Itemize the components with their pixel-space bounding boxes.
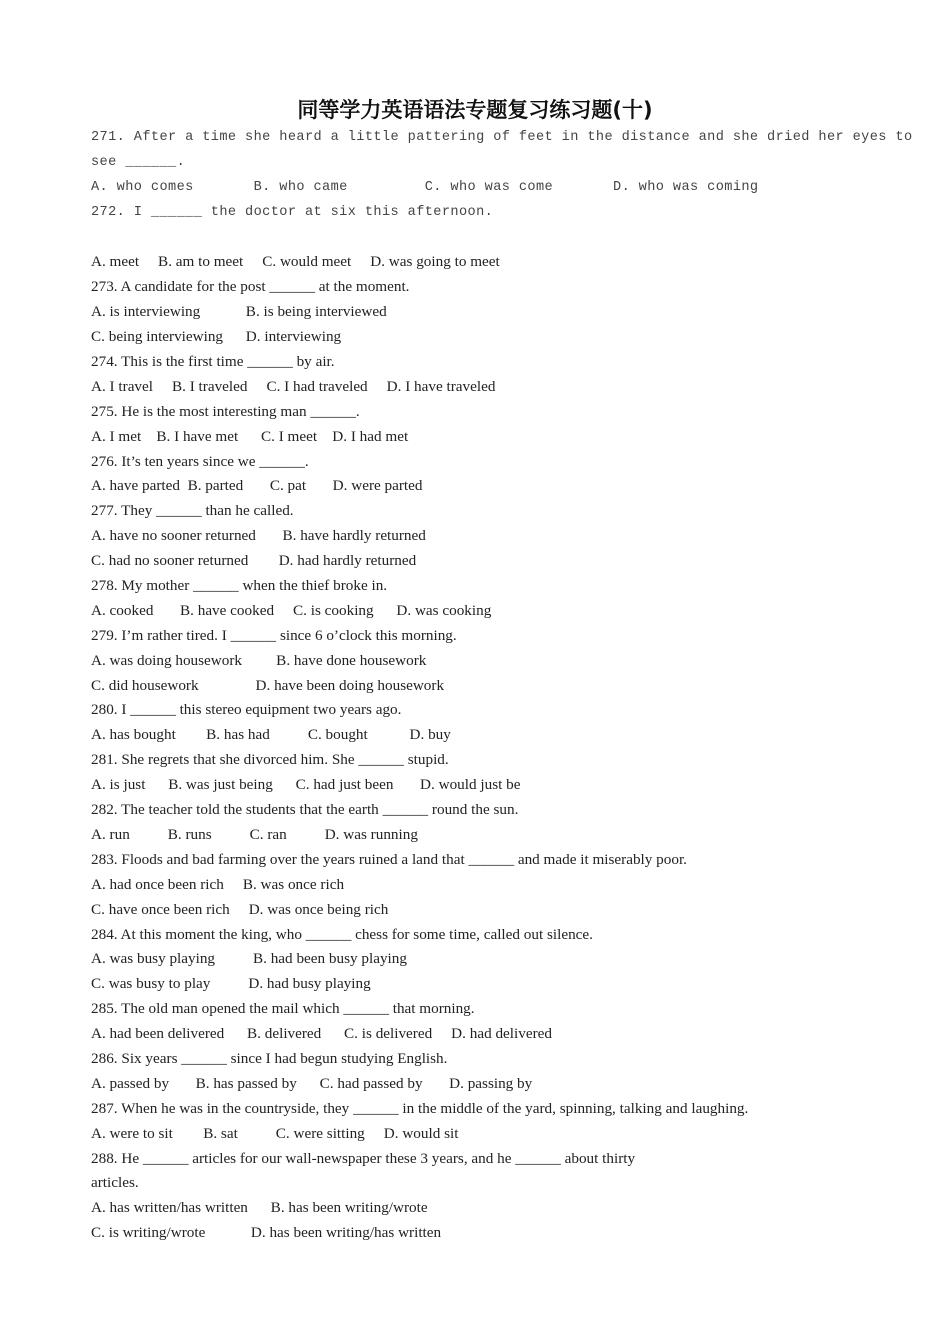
- text-line: A. was doing housework B. have done housework: [91, 651, 427, 669]
- text-line: 284. At this moment the king, who ______ chess for some time, called out silence.: [91, 925, 593, 943]
- text-line: A. has written/has written B. has been writing/wrote: [91, 1199, 428, 1217]
- text-line: A. who comes B. who came C. who was come D. who was coming: [91, 179, 759, 195]
- text-line: C. being interviewing D. interviewing: [91, 328, 342, 346]
- text-line: 281. She regrets that she divorced him. She ______ stupid.: [91, 751, 449, 769]
- text-line: A. is just B. was just being C. had just been D. would just be: [91, 776, 521, 794]
- text-line: 279. I’m rather tired. I ______ since 6 o’clock this morning.: [91, 626, 457, 644]
- text-line: C. had no sooner returned D. had hardly returned: [91, 552, 417, 570]
- text-line: A. cooked B. have cooked C. is cooking D. was cooking: [91, 601, 492, 619]
- text-line: 276. It’s ten years since we ______.: [91, 452, 309, 470]
- text-line: A. I met B. I have met C. I meet D. I had met: [91, 427, 409, 445]
- text-line: C. was busy to play D. had busy playing: [91, 975, 371, 993]
- text-line: 286. Six years ______ since I had begun studying English.: [91, 1049, 448, 1067]
- page-title: 同等学力英语语法专题复习练习题(十): [297, 98, 653, 122]
- text-line: A. have no sooner returned B. have hardly returned: [91, 527, 426, 545]
- text-line: A. passed by B. has passed by C. had passed by D. passing by: [91, 1074, 533, 1092]
- text-line: A. had been delivered B. delivered C. is delivered D. had delivered: [91, 1025, 552, 1043]
- text-line: [91, 226, 871, 251]
- text-line: 272. I ______ the doctor at six this afternoon.: [91, 204, 494, 220]
- text-line: 283. Floods and bad farming over the years ruined a land that ______ and made it miserably poor.: [91, 850, 687, 868]
- text-line: articles.: [91, 1174, 139, 1192]
- text-line: A. has bought B. has had C. bought D. buy: [91, 726, 451, 744]
- text-line: 277. They ______ than he called.: [91, 502, 294, 520]
- text-line: A. is interviewing B. is being interviewed: [91, 303, 387, 321]
- text-line: 275. He is the most interesting man ______.: [91, 402, 360, 420]
- text-line: A. run B. runs C. ran D. was running: [91, 825, 418, 843]
- text-line: 280. I ______ this stereo equipment two years ago.: [91, 701, 402, 719]
- exercise-body: [91, 126, 913, 1246]
- text-line: 273. A candidate for the post ______ at the moment.: [91, 278, 410, 296]
- text-line: 287. When he was in the countryside, they ______ in the middle of the yard, spinning, talking and laughing.: [91, 1099, 749, 1117]
- text-line: 271. After a time she heard a little pattering of feet in the distance and she dried her eyes to: [91, 130, 913, 145]
- text-line: 282. The teacher told the students that the earth ______ round the sun.: [91, 801, 519, 819]
- text-line: A. was busy playing B. had been busy playing: [91, 950, 407, 968]
- text-line: see ______.: [91, 154, 186, 170]
- text-line: A. had once been rich B. was once rich: [91, 875, 345, 893]
- text-line: 288. He ______ articles for our wall-newspaper these 3 years, and he ______ about thirty: [91, 1149, 636, 1167]
- text-line: C. have once been rich D. was once being rich: [91, 900, 389, 918]
- text-line: A. I travel B. I traveled C. I had traveled D. I have traveled: [91, 377, 496, 395]
- text-line: A. were to sit B. sat C. were sitting D. would sit: [91, 1124, 459, 1142]
- text-line: 274. This is the first time ______ by air.: [91, 353, 335, 371]
- text-line: C. is writing/wrote D. has been writing/has written: [91, 1224, 442, 1242]
- text-line: 278. My mother ______ when the thief broke in.: [91, 577, 388, 595]
- text-line: A. have parted B. parted C. pat D. were parted: [91, 477, 423, 495]
- text-line: A. meet B. am to meet C. would meet D. was going to meet: [91, 253, 500, 271]
- text-line: 285. The old man opened the mail which ______ that morning.: [91, 1000, 475, 1018]
- text-line: C. did housework D. have been doing housework: [91, 676, 445, 694]
